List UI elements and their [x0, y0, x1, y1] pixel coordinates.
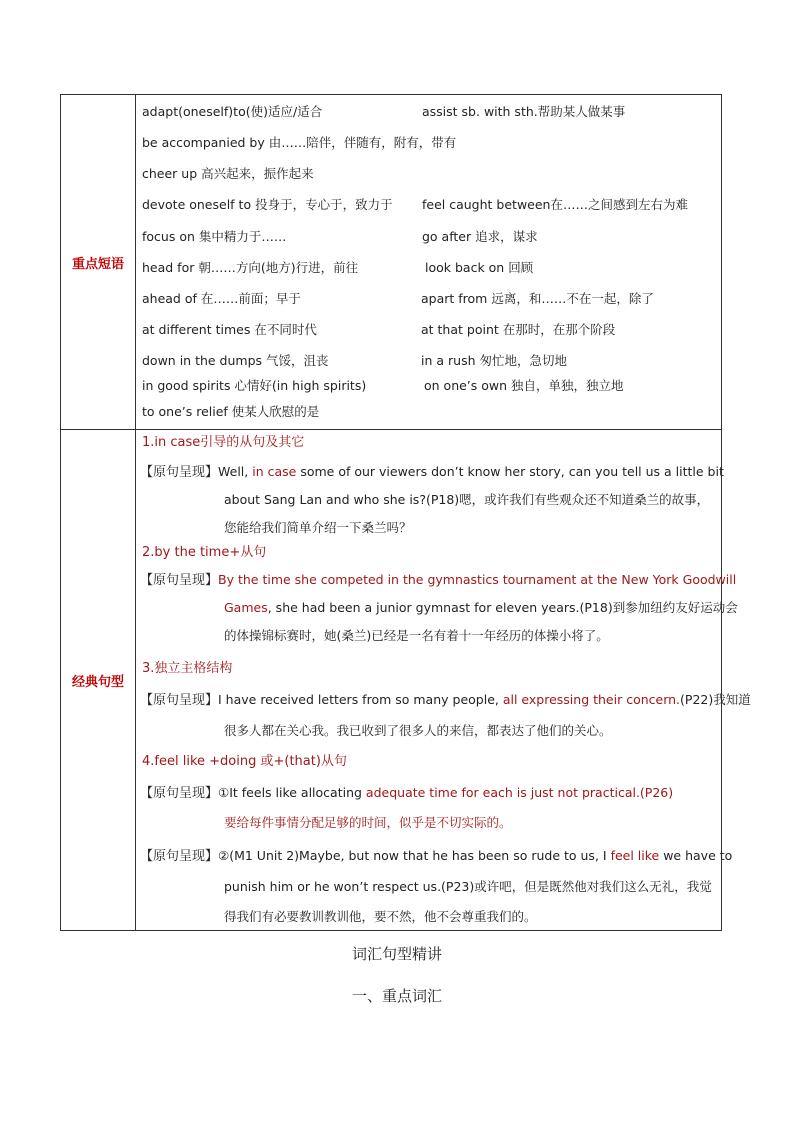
phrase-item: look back on 回顾	[425, 260, 534, 275]
example-line: 【原句呈现】②(M1 Unit 2)Maybe, but now that he has been so rude to us, I feel like we have to	[140, 848, 733, 864]
subsection-title: 一、重点词汇	[351, 987, 442, 1005]
example-line: Games, she had been a junior gymnast for eleven years.(P18)到参加纽约友好运动会	[224, 600, 738, 615]
phrase-item: focus on 集中精力于……	[142, 229, 287, 244]
sentence-heading-3: 3.独立主格结构	[142, 661, 233, 676]
example-line: 的体操锦标赛时，她(桑兰)已经是一名有着十一年经历的体操小将了。	[224, 628, 609, 643]
example-line: 【原句呈现】①It feels like allocating adequate time for each is just not practical.(P26)	[140, 785, 674, 801]
sentences-label: 经典句型	[71, 674, 124, 690]
sentence-heading-2: 2.by the time+从句	[142, 545, 267, 560]
example-tag: 【原句呈现】	[140, 693, 219, 708]
sentences-label-cell	[61, 430, 136, 931]
example-line: 很多人都在关心我。我已收到了很多人的来信，都表达了他们的关心。	[224, 723, 612, 738]
example-line: 得我们有必要教训教训他，要不然，他不会尊重我们的。	[224, 909, 537, 924]
content-table	[60, 94, 751, 931]
example-line: 您能给我们简单介绍一下桑兰吗？	[224, 520, 412, 535]
example-line: 要给每件事情分配足够的时间，似乎是不切实际的。	[224, 815, 512, 830]
example-line: punish him or he won’t respect us.(P23)或许吧，但是既然他对我们这么无礼，我觉	[224, 879, 712, 894]
phrase-item: ahead of 在……前面；早于	[142, 291, 301, 306]
phrase-item: head for 朝……方向(地方)行进，前往	[142, 260, 359, 275]
example-tag: 【原句呈现】	[140, 573, 219, 588]
phrase-item: down in the dumps 气馁，沮丧	[142, 353, 329, 368]
phrase-item: at different times 在不同时代	[142, 322, 317, 337]
phrase-item: to one’s relief 使某人欣慰的是	[142, 404, 320, 419]
example-tag: 【原句呈现】	[140, 849, 219, 864]
phrase-item: apart from 远离，和……不在一起，除了	[421, 291, 654, 306]
sentence-heading-4: 4.feel like +doing 或+(that)从句	[142, 754, 347, 769]
phrases-cell	[136, 95, 722, 430]
example-line: about Sang Lan and who she is?(P18)嗯，或许我们有些观众还不知道桑兰的故事，	[224, 492, 710, 507]
phrase-item: assist sb. with sth.帮助某人做某事	[422, 104, 626, 119]
phrase-item: at that point 在那时，在那个阶段	[421, 322, 616, 337]
sentence-heading-1: 1.in case引导的从句及其它	[142, 435, 305, 450]
phrases-label-cell	[61, 95, 136, 430]
sentences-cell	[136, 430, 751, 931]
example-tag: 【原句呈现】	[140, 465, 219, 480]
example-line: 【原句呈现】By the time she competed in the gymnastics tournament at the New York Goodwill	[140, 572, 737, 588]
phrase-list	[136, 95, 721, 429]
phrase-item: feel caught between在……之间感到左右为难	[422, 197, 688, 212]
example-tag: 【原句呈现】	[140, 786, 219, 801]
phrase-item: cheer up 高兴起来，振作起来	[142, 166, 314, 181]
example-line: 【原句呈现】I have received letters from so many people, all expressing their concern.(P22)我知道	[140, 692, 751, 708]
section-title: 词汇句型精讲	[351, 945, 442, 963]
phrases-label: 重点短语	[71, 256, 124, 272]
phrase-item: be accompanied by 由……陪伴，伴随有，附有，带有	[142, 135, 457, 150]
phrase-item: in a rush 匆忙地，急切地	[421, 353, 567, 368]
phrase-item: adapt(oneself)to(使)适应/适合	[142, 104, 323, 119]
example-line: 【原句呈现】Well, in case some of our viewers don’t know her story, can you tell us a little bit	[140, 464, 724, 480]
sentence-list	[136, 430, 751, 930]
phrase-item: in good spirits 心情好(in high spirits)	[142, 378, 367, 393]
phrase-item: go after 追求，谋求	[422, 229, 538, 244]
phrase-item: on one’s own 独自，单独，独立地	[424, 378, 624, 393]
phrase-item: devote oneself to 投身于，专心于，致力于	[142, 197, 393, 212]
